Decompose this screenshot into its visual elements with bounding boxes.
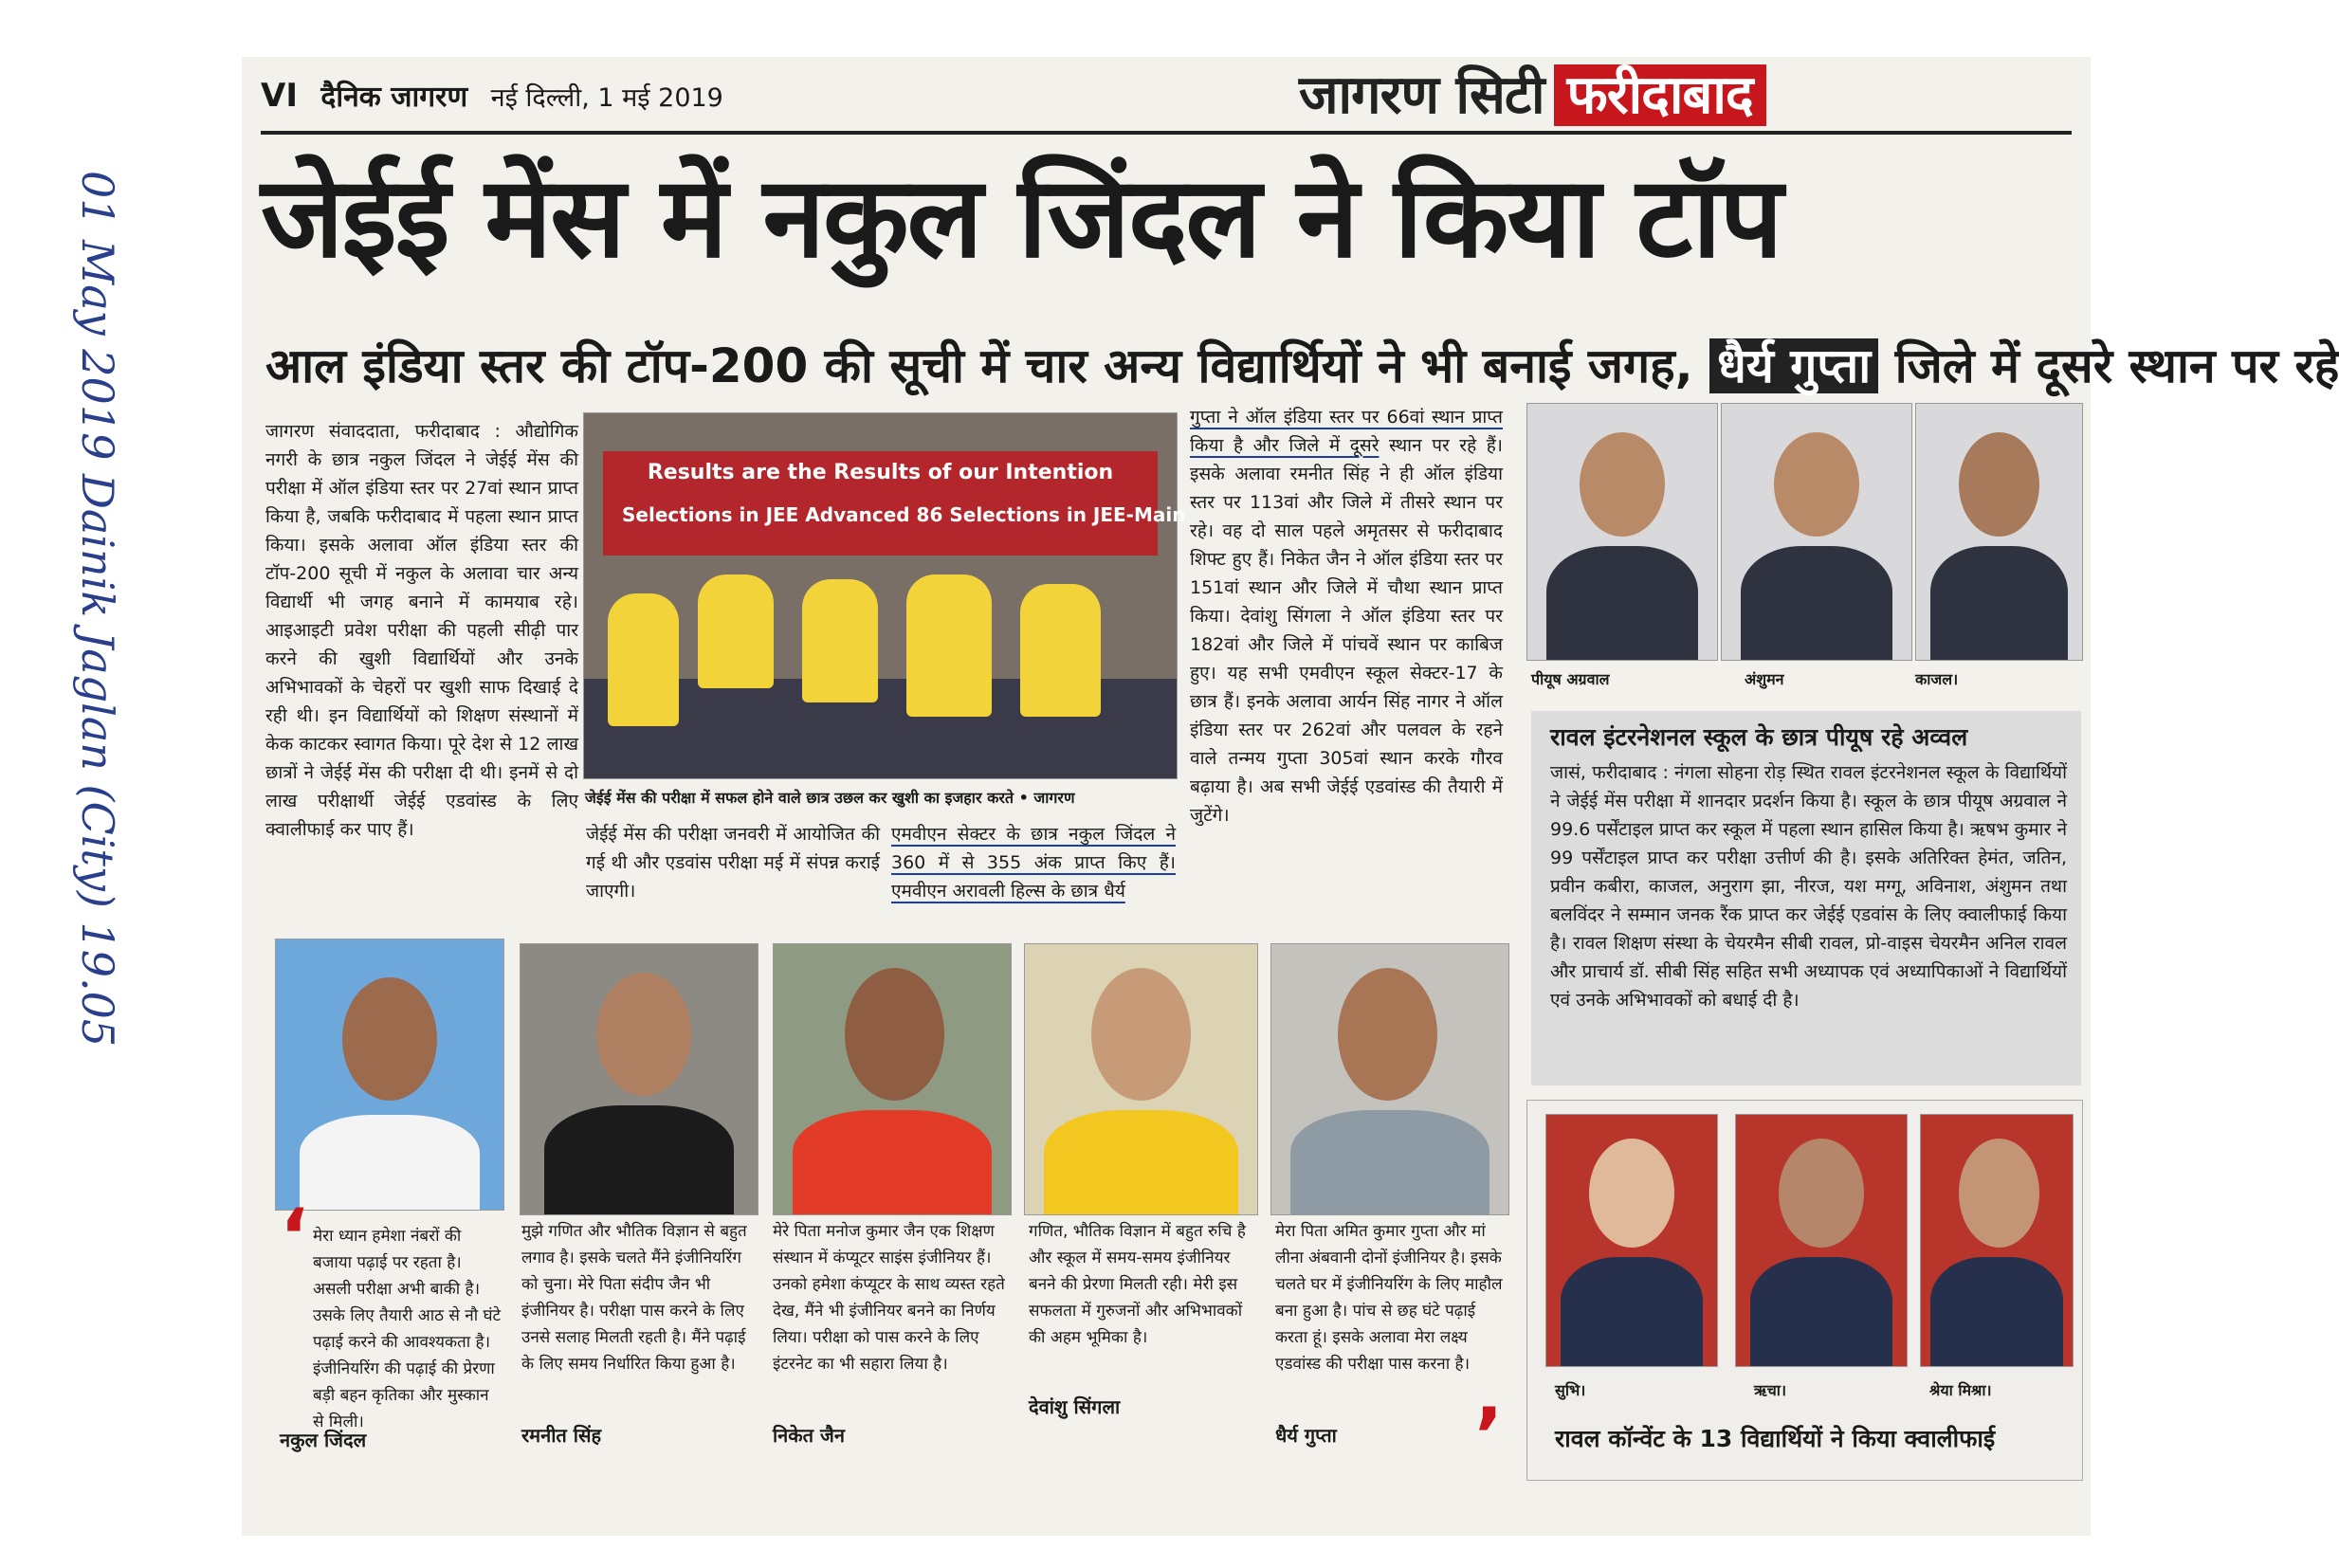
group-photo [583, 412, 1186, 779]
person-figure [698, 574, 774, 688]
article-column-4 [1190, 403, 1503, 920]
section-masthead [1299, 57, 1766, 129]
article-text-1: जागरण संवाददाता, फरीदाबाद : औद्योगिक नगरी के छात्र नकुल जिंदल ने जेईई मेंस की परीक्षा में ऑल इंडिया स्तर पर 27वां स्थान प्राप्त किया है, जबकि फरीदाबाद में पहला स्थान प्राप्त किया। इसके अलावा ऑल इंडिया स्तर की टॉप-200 सूची में नकुल के अलावा चार अन्य विद्यार्थी भी जगह बनाने में कामयाब रहे। आइआइटी प्रवेश परीक्षा की पहली सीढ़ी पार करने की खुशी विद्यार्थियों और उनके अभिभावकों के चेहरों पर खुशी साफ दिखाई दे रही थी। इन विद्यार्थियों को शिक्षण संस्थानों में केक काटकर स्वागत किया। पूरे देश से 12 लाख छात्रों ने जेईई मेंस की परीक्षा दी थी। इनमें से दो लाख परीक्षार्थी जेईई एडवांस्ड के लिए क्वालीफाई कर पाए हैं। [265, 421, 578, 840]
rawal-international-title: रावल इंटरनेशनल स्कूल के छात्र पीयूष रहे अव्वल [1550, 723, 1968, 751]
subheadline [265, 332, 2339, 396]
article-text-3: एमवीएन सेक्टर के छात्र नकुल जिंदल ने 360 में से 355 अंक प्राप्त किए हैं। एमवीएन अरावली हिल्स के छात्र धैर्य [891, 824, 1176, 902]
newspaper-name: दैनिक जागरण [320, 81, 468, 114]
person-figure [906, 574, 992, 717]
photo-banner-text-2: Selections in JEE Advanced 86 Selections in JEE-Main [622, 503, 1186, 526]
profile-name: नकुल जिंदल [280, 1429, 367, 1451]
profile-quote: गणित, भौतिक विज्ञान में बहुत रुचि है और स्कूल में समय-समय इंजीनियर बनने की प्रेरणा मिलती रही। मेरी इस सफलता में गुरुजनों और अभिभावकों की अहम भूमिका है। [1029, 1222, 1246, 1347]
profile-photo [773, 943, 1012, 1215]
portrait-name: अंशुमन [1745, 670, 1784, 688]
portrait-photo [1915, 403, 2083, 661]
handwritten-note: 01 May 2019 Dainik Jaglan (City) 19.05 [72, 171, 123, 1048]
portrait-name: ऋचा। [1754, 1381, 1787, 1399]
page-number: VI [261, 77, 298, 115]
article-column-2 [586, 820, 880, 915]
profile-photo [275, 939, 504, 1211]
subhead-text: आल इंडिया स्तर की टॉप-200 की सूची में चार अन्य विद्यार्थियों ने भी बनाई जगह, [265, 338, 1693, 393]
quote-mark-close: ’ [1474, 1392, 1504, 1480]
person-figure [1020, 584, 1101, 717]
portrait-name: सुभि। [1555, 1381, 1586, 1399]
portrait-name: पीयूष अग्रवाल [1531, 670, 1610, 688]
profile-quote: मेरा पिता अमित कुमार गुप्ता और मां लीना अंबवानी दोनों इंजीनियर है। इसके चलते घर में इंजीनियरिंग के लिए माहौल बना हुआ है। पांच से छह घंटे पढ़ाई करता हूं। इसके अलावा मेरा लक्ष्य एडवांस्ड की परीक्षा पास करना है। [1275, 1222, 1503, 1374]
section-name: जागरण सिटी [1299, 64, 1544, 126]
portrait-photo [1526, 403, 1718, 661]
subhead-tag: धैर्य गुप्ता [1709, 338, 1878, 393]
profile-quote: मेरा ध्यान हमेशा नंबरों की बजाया पढ़ाई पर रहता है। असली परीक्षा अभी बाकी है। उसके लिए तैयारी आठ से नौ घंटे पढ़ाई करने की आवश्यकता है। इंजीनियरिंग की पढ़ाई की प्रेरणा बड़ी बहन कृतिका और मुस्कान से मिली। [313, 1227, 502, 1431]
profile-quote: मुझे गणित और भौतिक विज्ञान से बहुत लगाव है। इसके चलते मैंने इंजीनियरिंग को चुना। मेरे पिता संदीप जैन भी इंजीनियर है। परीक्षा पास करने के लिए उनसे सलाह मिलती रहती है। मैंने पढ़ाई के लिए समय निर्धारित किया हुआ है। [521, 1222, 747, 1374]
article-text-2: जेईई मेंस की परीक्षा जनवरी में आयोजित की गई थी और एडवांस परीक्षा मई में संपन्न कराई जाएगी। [586, 824, 880, 902]
portrait-photo [1735, 1114, 1908, 1367]
article-text-4b: स्थान पर रहे हैं। इसके अलावा रमनीत सिंह ने ही ऑल इंडिया स्तर पर 113वां और जिले में तीसरे स्थान पर रहे। वह दो साल पहले अमृतसर से फरीदाबाद शिफ्ट हुए हैं। निकेत जैन ने ऑल इंडिया स्तर पर 151वां स्थान और जिले में चौथा स्थान प्राप्त किया। देवांशु सिंगला ने ऑल इंडिया स्तर पर 182वां और जिले में पांचवें स्थान पर काबिज हुए। यह सभी एमवीएन स्कूल सेक्टर-17 के छात्र हैं। इनके अलावा आर्यन सिंह नागर ने ऑल इंडिया स्तर पर 262वां और पलवल के रहने वाले तन्मय गुप्ता 305वां स्थान करके गौरव बढ़ाया है। अब सभी जेईई एडवांस्ड की तैयारी में जुटेंगे। [1190, 435, 1504, 826]
quote-mark: ‘ [280, 1193, 309, 1281]
profile-quote: मेरे पिता मनोज कुमार जैन एक शिक्षण संस्थान में कंप्यूटर साइंस इंजीनियर हैं। उनको हमेशा कंप्यूटर के साथ व्यस्त रहते देख, मैंने भी इंजीनियर बनने का निर्णय लिया। परीक्षा को पास करने के लिए इंटरनेट का भी सहारा लिया है। [773, 1222, 1005, 1374]
portrait-photo [1721, 403, 1912, 661]
profile-name: देवांशु सिंगला [1029, 1395, 1121, 1418]
city-name: फरीदाबाद [1554, 64, 1766, 126]
profile-photo [520, 943, 758, 1215]
headline: जेईई मेंस में नकुल जिंदल ने किया टॉप [261, 152, 1782, 283]
person-figure [608, 593, 679, 726]
person-figure [802, 579, 878, 702]
profile-name: निकेत जैन [773, 1424, 845, 1447]
place-date: नई दिल्ली, 1 मई 2019 [490, 83, 723, 113]
rawal-international-text: जासं, फरीदाबाद : नंगला सोहना रोड़ स्थित रावल इंटरनेशनल स्कूल के विद्यार्थियों ने जेईई मेंस परीक्षा में शानदार प्रदर्शन किया है। स्कूल के छात्र पीयूष अग्रवाल ने 99.6 पर्सेंटाइल प्राप्त कर स्कूल में पहला स्थान हासिल किया है। ऋषभ कुमार ने 99 पर्सेंटाइल प्राप्त कर परीक्षा उत्तीर्ण की है। इसके अतिरिक्त हेमंत, जतिन, प्रवीन कबीरा, काजल, अनुराग झा, नीरज, यश मग्गू, अविनाश, अंशुमन तथा बलविंदर ने सम्मान जनक रैंक प्राप्त कर जेईई एडवांस के लिए क्वालीफाई किया है। रावल शिक्षण संस्था के चेयरमैन सीबी रावल, प्रो-वाइस चेयरमैन अनिल रावल और प्राचार्य डॉ. सीबी सिंह सहित सभी अध्यापक एवं अध्यापिकाओं ने विद्यार्थियों एवं उनके अभिभावकों को बधाई दी है। [1550, 762, 2067, 1011]
subhead-tail: जिले में दूसरे स्थान पर रहे [1894, 338, 2339, 393]
article-column-1 [265, 417, 578, 910]
portrait-name: काजल। [1915, 670, 1959, 688]
profile-name: धैर्य गुप्ता [1275, 1424, 1337, 1447]
portrait-photo [1920, 1114, 2074, 1367]
page-header-left [261, 76, 723, 115]
header-rule [261, 131, 2072, 135]
article-column-3 [891, 820, 1176, 915]
article-text-4a: गुप्ता ने ऑल इंडिया स्तर पर 66वां स्थान प्राप्त किया है और जिले में दूसरे [1190, 407, 1503, 456]
rawal-convent-title: रावल कॉन्वेंट के 13 विद्यार्थियों ने किया क्वालीफाई [1555, 1425, 1996, 1452]
photo-caption: जेईई मेंस की परीक्षा में सफल होने वाले छात्र उछल कर खुशी का इजहार करते • जागरण [585, 789, 1075, 807]
photo-banner-text: Results are the Results of our Intention [647, 461, 1114, 484]
profile-photo [1024, 943, 1258, 1215]
profile-name: रमनीत सिंह [521, 1424, 602, 1447]
profile-photo [1270, 943, 1509, 1215]
portrait-name: श्रेया मिश्रा। [1929, 1381, 1992, 1399]
portrait-photo [1545, 1114, 1718, 1367]
